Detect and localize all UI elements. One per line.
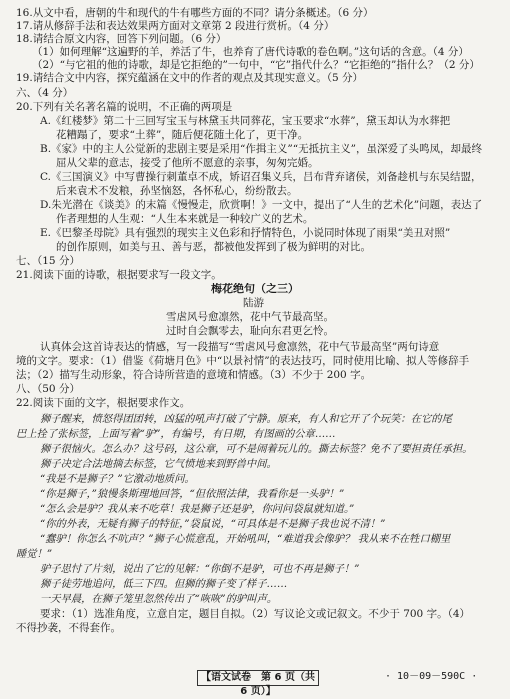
text-line: 七、（15 分） (16, 255, 80, 267)
text-line: “你的外表，无疑有狮子的特征，”袋鼠说，“可具体是不是狮子我也说不清！” (40, 518, 386, 530)
text-line: 睡觉！” (16, 548, 53, 560)
text-line: C.《三国演义》中写曹操行刺董卓不成，矫诏召集义兵，吕布背弃诸侯，刘备趁机与东吴结盟， (40, 171, 482, 183)
text-line: 20.下列有关名著名篇的说明，不正确的两项是 (16, 101, 233, 113)
text-line: 花糟蹋了，要求“土葬”，随后便花随土化了，更干净。 (56, 129, 309, 141)
text-line: 22.阅读下面的文字，根据要求作文。 (16, 397, 191, 409)
text-line: “你是狮子，”狼慢条斯理地回答，“但依照法律，我看你是一头驴！” (40, 488, 345, 500)
text-line: A.《红楼梦》第二十三回写宝玉与林黛玉共同葬花，宝玉要求“水葬”，黛玉却认为水葬把 (40, 115, 451, 127)
text-line: “我是不是狮子？”它激动地质问。 (40, 473, 195, 485)
page-footer-label: 【语文试卷 第 6 页（共 6 页）】 (197, 670, 319, 686)
text-line: 狮子徒劳地追问，低三下四。但狮的狮子变了样子…… (40, 578, 288, 590)
text-line: （1）如何理解“这遍野的羊，养活了牛，也养育了唐代诗歌的卷色啊。”这句话的含意。（4 分） (32, 46, 469, 58)
text-line: “怎么会是驴？我从来不吃草！我是狮子还是驴，你问问袋鼠就知道。” (40, 503, 355, 515)
text-line: 陆游 (243, 297, 264, 309)
text-line: 16.从文中看，唐朝的牛和现代的牛有哪些方面的不同？请分条概述。（6 分） (16, 7, 374, 19)
text-line: 狮子很恼火。怎么办？这号码，这公章，可不是闹着玩儿的。撕去标签？免不了要担责任承担。 (40, 443, 473, 455)
text-line: （2）“与它祖的他的诗歌，却是它拒绝的”一句中，“它”指代什么？“它拒绝的”指什么？（2 分） (32, 59, 480, 71)
text-line: 19.请结合文中内容，探究蕴涵在文中的作者的观点及其现实意义。（5 分） (16, 72, 363, 84)
text-line: 要求：（1）选准角度，立意自定，题目自拟。（2）写议论文或记叙文。不少于 700 字。（4） (40, 608, 471, 620)
text-line: “蠢驴！你怎么不吭声？”狮子心慌意乱，开始吼叫，“难道我会像驴？ 我从来不在牲口棚里 (40, 533, 451, 545)
text-line: 狮子决定合法地摘去标签，它气愤地来到野兽中间。 (40, 458, 277, 470)
page-footer-code: · 10－09－590C · (385, 671, 478, 682)
text-line: B.《家》中的主人公觉新的悲剧主要是采用“作揖主义”“无抵抗主义”，虽深爱了头鸣凤，却最终 (40, 143, 483, 155)
text-line: E.《巴黎圣母院》具有强烈的现实主义色彩和抒情特色，小说同时体现了雨果“美丑对照” (40, 227, 451, 239)
text-line: 八、（50 分） (16, 383, 80, 395)
text-line: 18.请结合原文内容，回答下列问题。（6 分） (16, 33, 227, 45)
text-line: 不得抄袭，不得套作。 (16, 622, 121, 634)
text-line: 17.请从修辞手法和表达效果两方面对文章第 2 段进行赏析。（4 分） (16, 20, 335, 32)
text-line: 认真体会这首诗表达的情感，写一段描写“雪虐风号愈凛然，花中气节最高坚”两句诗意 (40, 341, 440, 353)
text-line: 六、（4 分） (16, 87, 74, 99)
text-line: 屈从父辈的意志，接受了他所不愿意的亲事，匆匆完婚。 (56, 157, 319, 169)
text-line: 巴上拴了张标签，上面写着“驴”，有编号，有日期，有图画的公章…… (16, 428, 336, 440)
text-line: 的创作原则，如美与丑、善与恶，都被他发挥到了极为鲜明的对比。 (56, 241, 371, 253)
text-line: 后来袁术不发粮，孙坚恼怒，各怀私心，纷纷散去。 (56, 185, 298, 197)
text-line: 过时自会飘零去，耻向东君更乞怜。 (166, 325, 334, 337)
text-line: 作者理想的人生观：“人生本来就是一种较广义的艺术。 (56, 213, 314, 225)
text-line: 21.阅读下面的诗歌，根据要求写一段文字。 (16, 269, 222, 281)
text-line: 梅花绝句（之三） (211, 283, 299, 295)
text-line: 狮子醒来，愤怒得团团转，凶猛的吼声打破了宁静。原来，有人和它开了个玩笑：在它的尾 (40, 413, 452, 425)
text-line: 境的文字。要求：（1）借鉴《荷塘月色》中“以景衬情”的表达技巧，同时使用比喻、拟人等修辞手 (16, 355, 470, 367)
text-line: 法；（2）描写生动形象，符合诗所营造的意境和情感。（3）不少于 200 字。 (16, 369, 372, 381)
text-line: 驴子思忖了片刻，说出了它的见解：“你倒不是驴，可也不再是狮子！” (40, 563, 360, 575)
text-line: 一天早晨，在狮子笼里忽然传出了“咴咴”的驴叫声。 (40, 593, 278, 605)
text-line: D.朱光潜在《谈美》的末篇《慢慢走，欣赏啊！》一文中，提出了“人生的艺术化”问题，表达了 (40, 199, 483, 211)
text-line: 雪虐风号愈凛然，花中气节最高坚。 (166, 311, 334, 323)
